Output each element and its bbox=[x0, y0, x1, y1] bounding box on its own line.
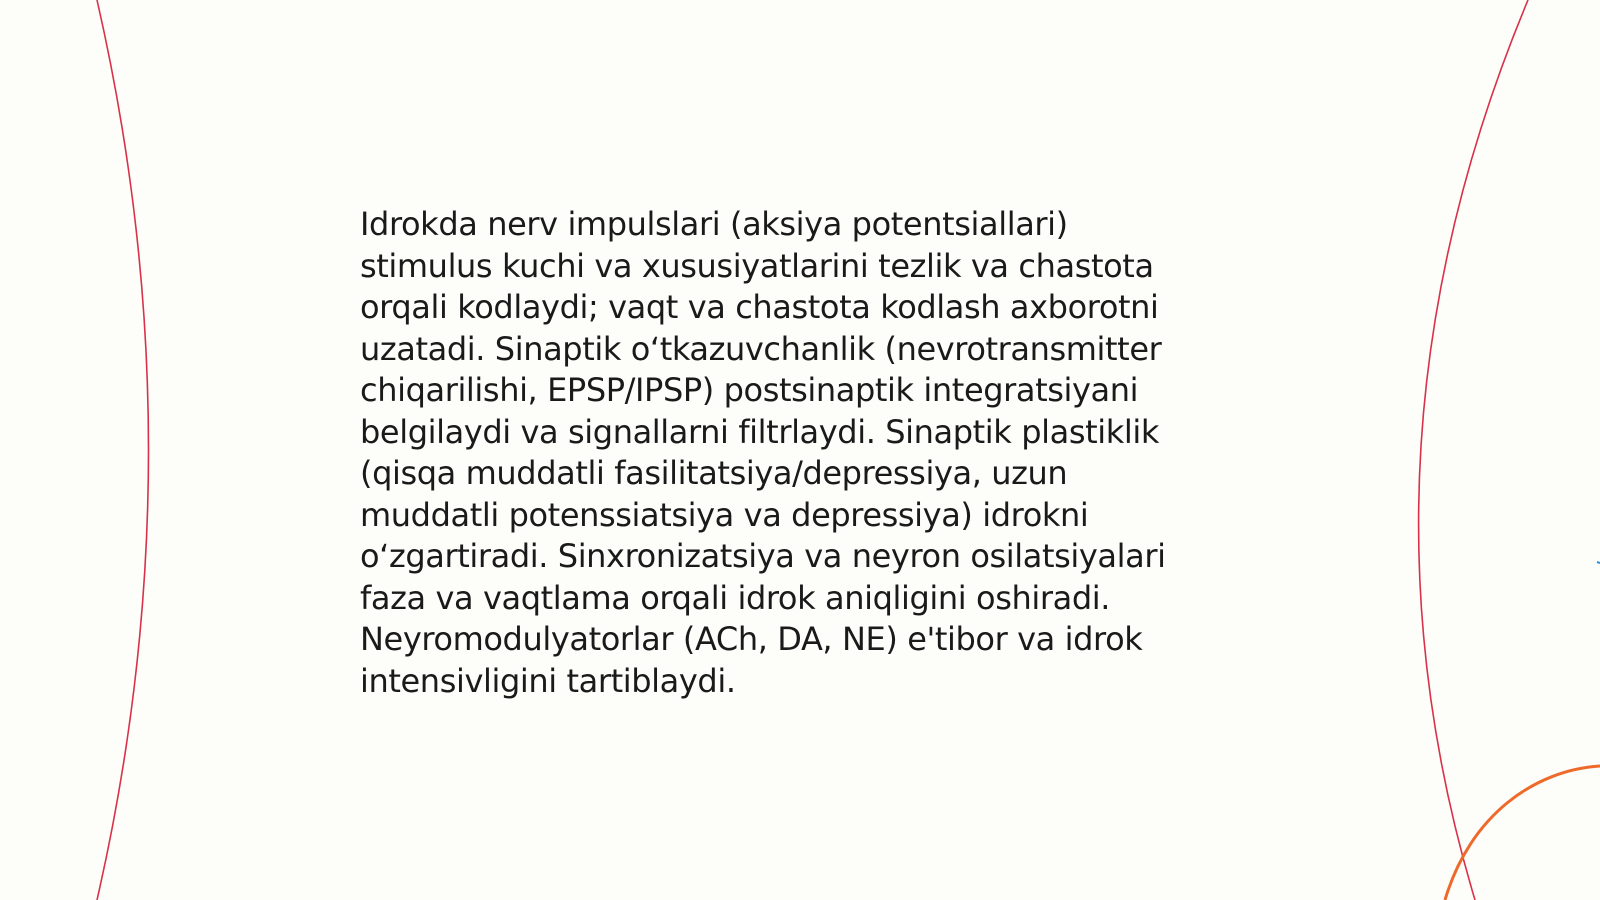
body-paragraph bbox=[360, 204, 1210, 702]
orange-arc bbox=[1445, 766, 1600, 900]
text-line: muddatli potenssiatsiya va depressiya) idrokni bbox=[360, 495, 1089, 534]
text-line: uzatadi. Sinaptik o‘tkazuvchanlik (nevrotransmitter bbox=[360, 329, 1162, 368]
text-line: Idrokda nerv impulslari (aksiya potentsiallari) bbox=[360, 205, 1068, 243]
text-line: o‘zgartiradi. Sinxronizatsiya va neyron osilatsiyalari bbox=[360, 537, 1166, 575]
right-curve-line bbox=[1419, 0, 1528, 900]
text-line: faza va vaqtlama orqali idrok aniqligini oshiradi. bbox=[360, 578, 1111, 617]
text-line: stimulus kuchi va xususiyatlarini tezlik va chastota bbox=[360, 246, 1154, 285]
text-line: orqali kodlaydi; vaqt va chastota kodlash axborotni bbox=[360, 288, 1159, 326]
text-line: belgilaydi va signallarni filtrlaydi. Sinaptik plastiklik bbox=[360, 412, 1159, 451]
text-line: chiqarilishi, EPSP/IPSP) postsinaptik integratsiyani bbox=[360, 371, 1139, 409]
left-curve-line bbox=[97, 0, 149, 900]
text-line: (qisqa muddatli fasilitatsiya/depressiya, uzun bbox=[360, 454, 1068, 492]
text-line: Neyromodulyatorlar (ACh, DA, NE) e'tibor va idrok bbox=[360, 620, 1143, 658]
text-line: intensivligini tartiblaydi. bbox=[360, 661, 736, 700]
